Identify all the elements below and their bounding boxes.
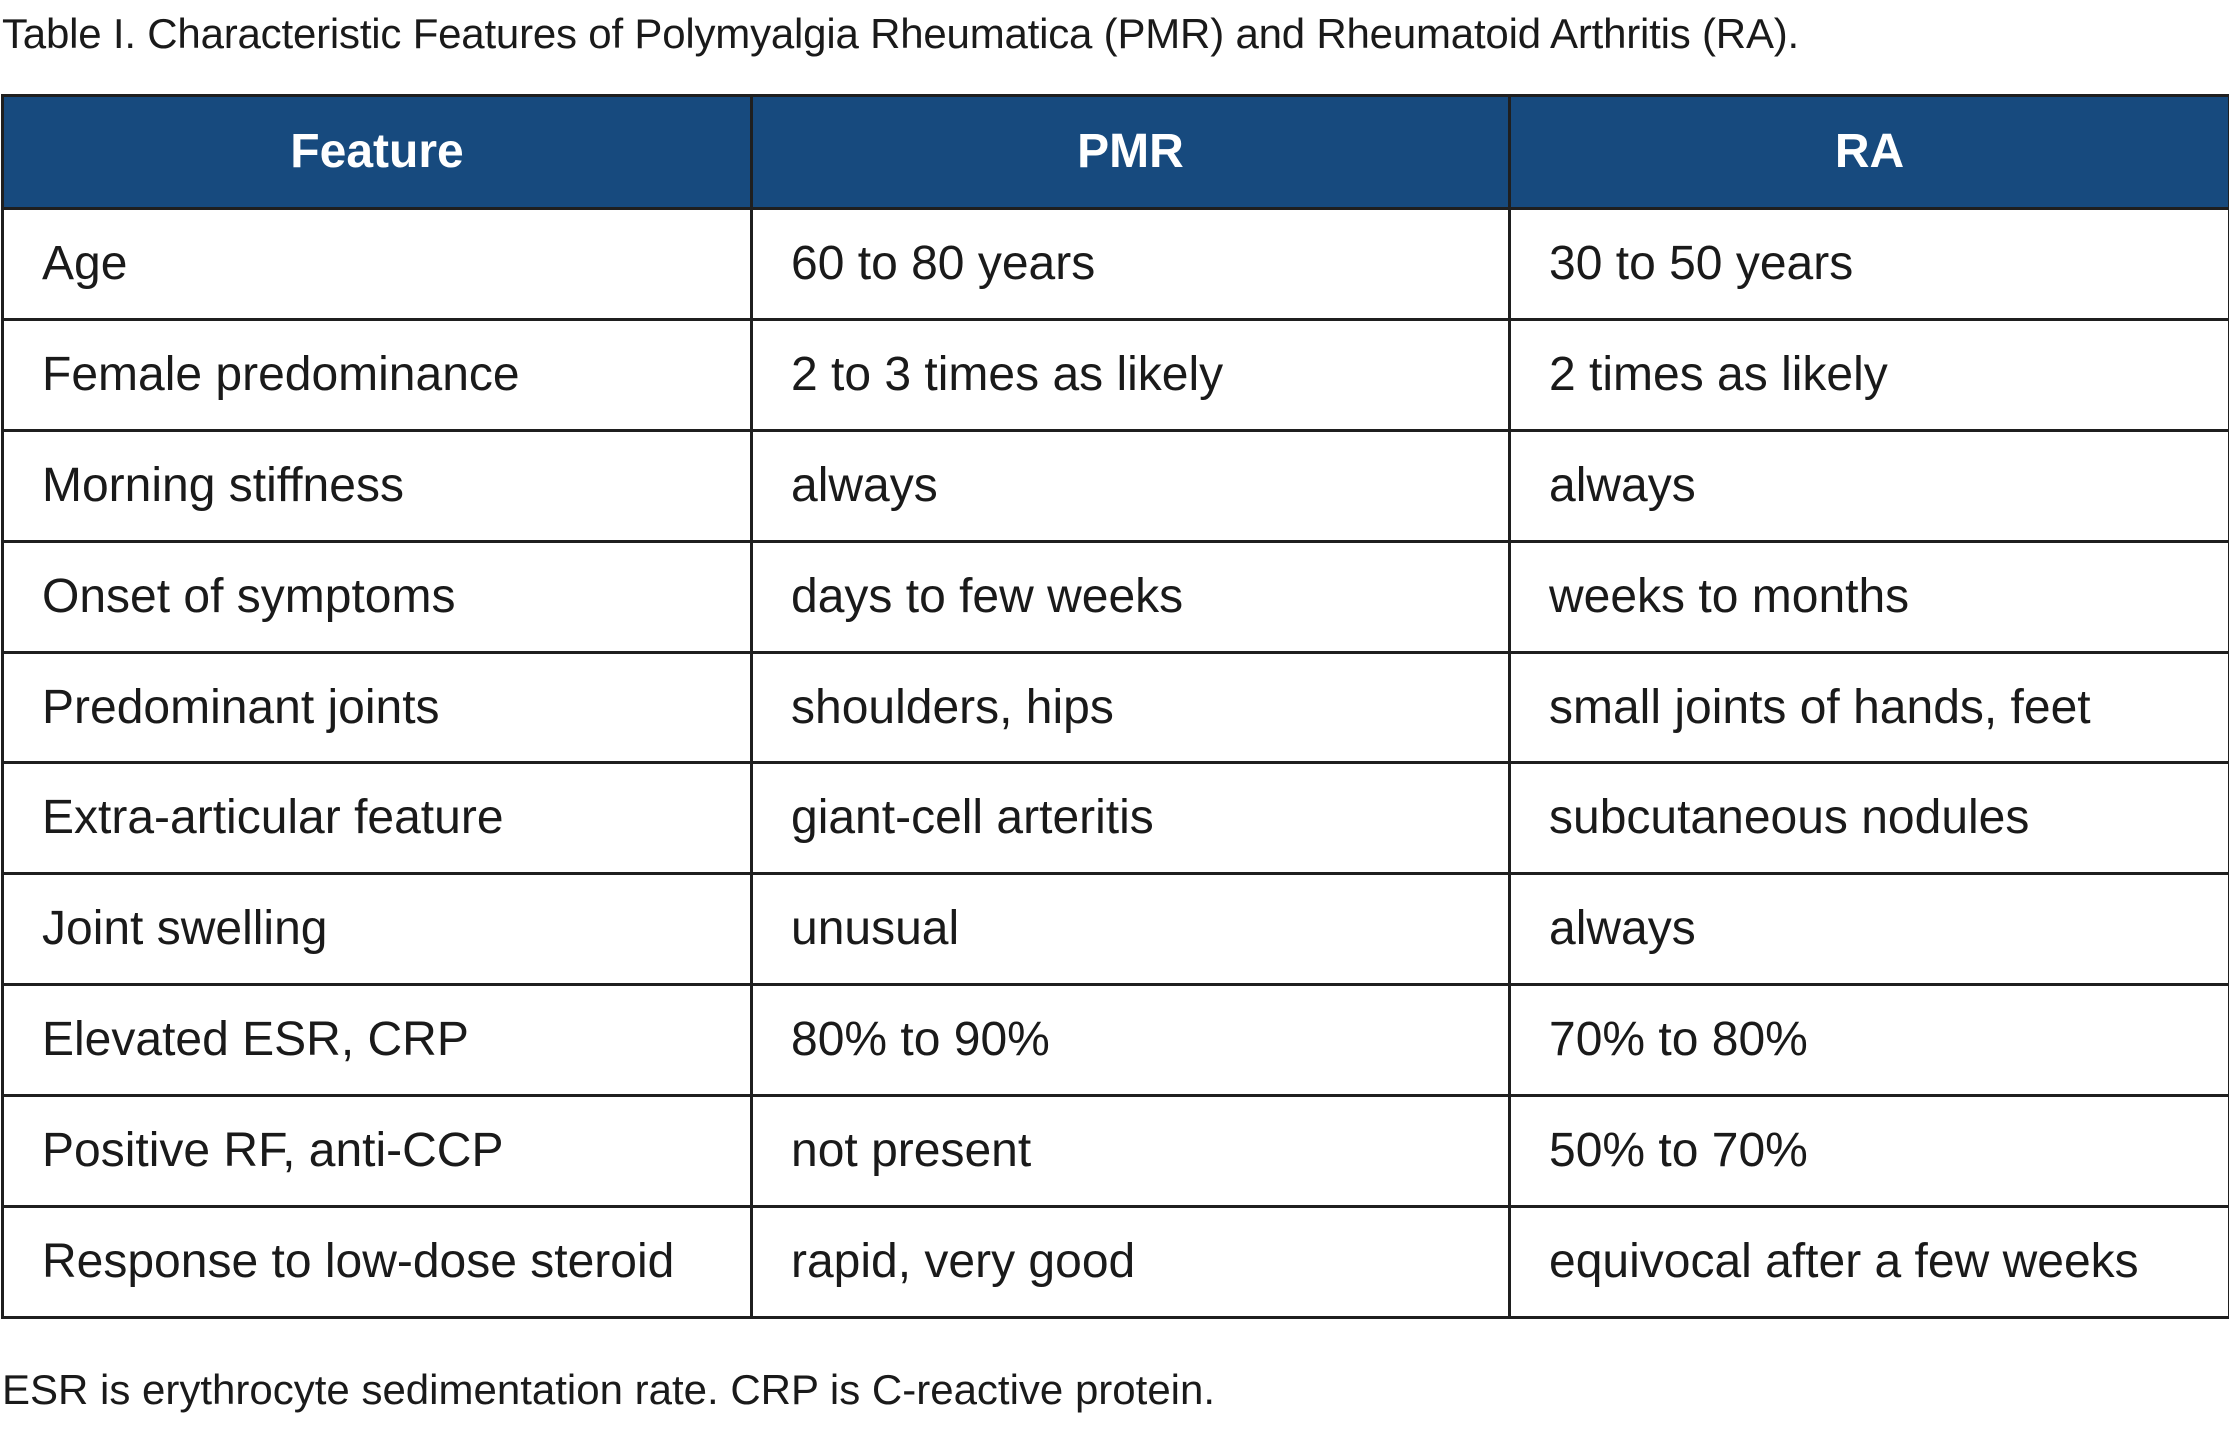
ra-cell: 70% to 80% xyxy=(1510,985,2229,1096)
table-footnote: ESR is erythrocyte sedimentation rate. CRP is C-reactive protein. xyxy=(2,1366,1216,1413)
table-row xyxy=(3,430,2229,541)
feature-cell: Response to low-dose steroid xyxy=(3,1207,752,1318)
pmr-cell: 60 to 80 years xyxy=(752,209,1510,320)
table-header-row xyxy=(3,96,2229,209)
feature-cell: Morning stiffness xyxy=(3,430,752,541)
ra-cell: weeks to months xyxy=(1510,541,2229,652)
table-row xyxy=(3,1096,2229,1207)
pmr-cell: 80% to 90% xyxy=(752,985,1510,1096)
feature-cell: Extra-articular feature xyxy=(3,763,752,874)
pmr-cell: shoulders, hips xyxy=(752,652,1510,763)
feature-cell: Age xyxy=(3,209,752,320)
pmr-cell: not present xyxy=(752,1096,1510,1207)
table-caption: Table I. Characteristic Features of Polymyalgia Rheumatica (PMR) and Rheumatoid Arthritis (RA). xyxy=(2,10,1800,57)
comparison-table xyxy=(1,94,2229,1319)
feature-cell: Onset of symptoms xyxy=(3,541,752,652)
table-row xyxy=(3,319,2229,430)
header-feature: Feature xyxy=(3,96,752,209)
comparison-table-container xyxy=(1,94,2228,1319)
pmr-cell: always xyxy=(752,430,1510,541)
table-row xyxy=(3,652,2229,763)
ra-cell: 30 to 50 years xyxy=(1510,209,2229,320)
table-row xyxy=(3,763,2229,874)
pmr-cell: 2 to 3 times as likely xyxy=(752,319,1510,430)
feature-cell: Joint swelling xyxy=(3,874,752,985)
header-pmr: PMR xyxy=(752,96,1510,209)
ra-cell: subcutaneous nodules xyxy=(1510,763,2229,874)
pmr-cell: giant-cell arteritis xyxy=(752,763,1510,874)
ra-cell: 2 times as likely xyxy=(1510,319,2229,430)
ra-cell: equivocal after a few weeks xyxy=(1510,1207,2229,1318)
ra-cell: small joints of hands, feet xyxy=(1510,652,2229,763)
header-ra: RA xyxy=(1510,96,2229,209)
feature-cell: Female predominance xyxy=(3,319,752,430)
ra-cell: always xyxy=(1510,874,2229,985)
pmr-cell: days to few weeks xyxy=(752,541,1510,652)
ra-cell: 50% to 70% xyxy=(1510,1096,2229,1207)
table-row xyxy=(3,874,2229,985)
table-row xyxy=(3,1207,2229,1318)
feature-cell: Elevated ESR, CRP xyxy=(3,985,752,1096)
feature-cell: Predominant joints xyxy=(3,652,752,763)
pmr-cell: unusual xyxy=(752,874,1510,985)
table-row xyxy=(3,209,2229,320)
ra-cell: always xyxy=(1510,430,2229,541)
table-row xyxy=(3,541,2229,652)
table-row xyxy=(3,985,2229,1096)
pmr-cell: rapid, very good xyxy=(752,1207,1510,1318)
feature-cell: Positive RF, anti-CCP xyxy=(3,1096,752,1207)
